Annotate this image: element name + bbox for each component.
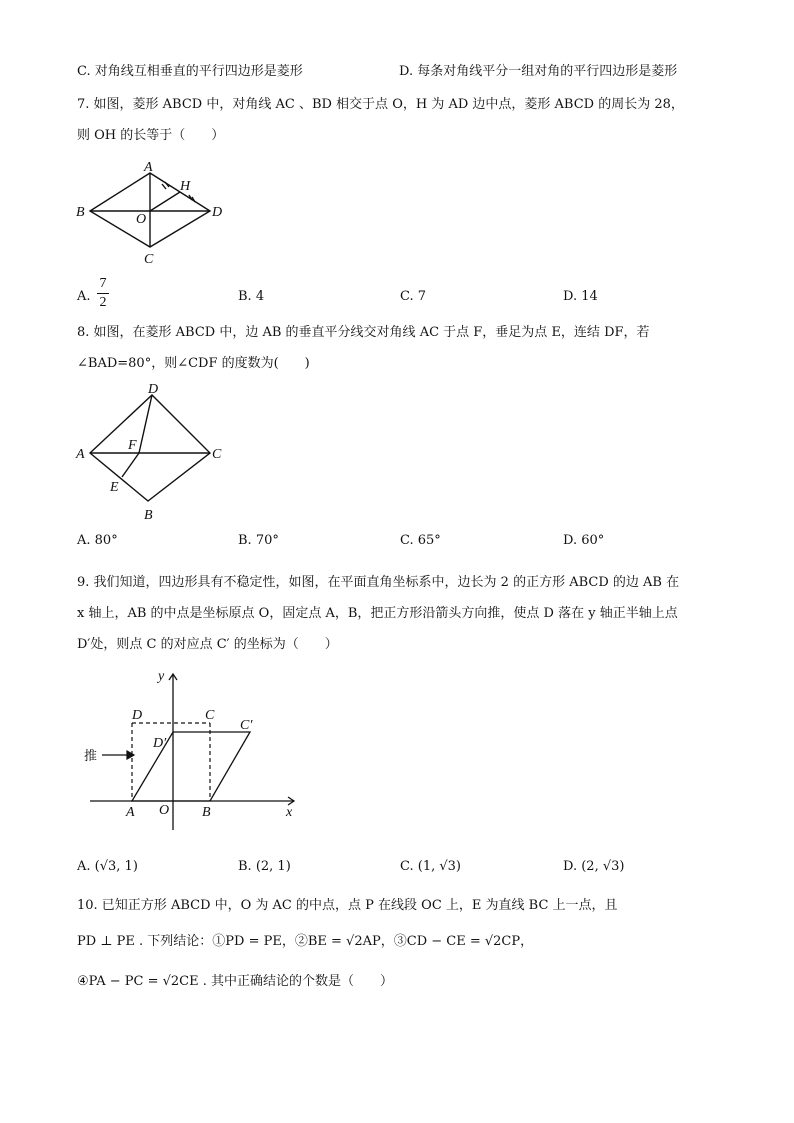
label-d: D: [132, 708, 143, 723]
parallelogram-abc'd': [132, 732, 250, 801]
q8-text-line1: 8. 如图，在菱形 ABCD 中，边 AB 的垂直平分线交对角线 AC 于点 F，垂足为点 E，连结 DF，若: [77, 325, 650, 340]
label-d: D: [212, 205, 223, 220]
q8-text-line2: ∠BAD=80°，则∠CDF 的度数为( ): [77, 356, 310, 371]
label-d-prime: D′: [153, 736, 167, 751]
label-e: E: [110, 480, 119, 495]
label-a: A: [144, 160, 153, 175]
q9-text-line2: x 轴上，AB 的中点是坐标原点 O，固定点 A，B，把正方形沿箭头方向推，使点 D 落在 y 轴正半轴上点: [77, 606, 678, 621]
q9-option-d: D. (2, √3): [563, 859, 625, 874]
label-c: C: [144, 252, 154, 267]
segment-df: [139, 395, 152, 453]
label-b: B: [202, 805, 211, 820]
q9-coordinate-figure: [80, 668, 310, 833]
q7-text-line2: 则 OH 的长等于（ ）: [77, 128, 225, 143]
q7-option-c: C. 7: [400, 289, 427, 304]
label-push: 推: [84, 749, 98, 764]
fraction-denominator: 2: [99, 295, 107, 310]
q10-text-line2: PD ⊥ PE . 下列结论：①PD = PE，②BE = √2AP，③CD − CE = √2CP，: [77, 934, 534, 949]
q8-option-c: C. 65°: [400, 533, 441, 548]
label-c: C: [212, 447, 222, 462]
label-b: B: [76, 205, 85, 220]
q7-option-b: B. 4: [238, 289, 265, 304]
q8-option-b: B. 70°: [238, 533, 279, 548]
q8-rhombus-figure: [72, 383, 242, 523]
label-d: D: [148, 383, 159, 397]
q7-option-a-fraction: [96, 276, 110, 311]
label-o: O: [159, 803, 170, 818]
q9-option-a: A. (√3, 1): [77, 859, 138, 874]
label-o: O: [136, 212, 147, 227]
q10-text-line1: 10. 已知正方形 ABCD 中，O 为 AC 的中点，点 P 在线段 OC 上，E 为直线 BC 上一点，且: [77, 898, 618, 913]
label-x: x: [286, 805, 293, 820]
q10-text-line3: ④PA − PC = √2CE . 其中正确结论的个数是（ ）: [77, 974, 393, 989]
segment-oh: [150, 192, 180, 211]
q9-text-line3: D′处，则点 C 的对应点 C′ 的坐标为（ ）: [77, 637, 338, 652]
label-b: B: [144, 508, 153, 523]
q8-option-d: D. 60°: [563, 533, 605, 548]
label-f: F: [128, 438, 137, 453]
q9-option-c: C. (1, √3): [400, 859, 461, 874]
segment-fe: [122, 453, 139, 477]
q7-rhombus-figure: [72, 155, 232, 270]
q9-text-line1: 9. 我们知道，四边形具有不稳定性，如图，在平面直角坐标系中，边长为 2 的正方形 ABCD 的边 AB 在: [77, 575, 680, 590]
q9-option-b: B. (2, 1): [238, 859, 291, 874]
label-y: y: [158, 669, 165, 684]
q6-option-d: D. 每条对角线平分一组对角的平行四边形是菱形: [399, 64, 678, 79]
q7-option-d: D. 14: [563, 289, 598, 304]
label-c: C: [205, 708, 215, 723]
q7-option-a-prefix: A.: [77, 289, 91, 304]
q7-text-line1: 7. 如图，菱形 ABCD 中，对角线 AC 、BD 相交于点 O，H 为 AD 边中点，菱形 ABCD 的周长为 28，: [77, 97, 684, 112]
label-a: A: [126, 805, 135, 820]
rhombus-abcd: [90, 395, 210, 501]
q6-option-c: C. 对角线互相垂直的平行四边形是菱形: [77, 64, 303, 79]
label-a: A: [76, 447, 85, 462]
label-h: H: [180, 179, 191, 194]
label-c-prime: C′: [240, 718, 253, 733]
fraction-numerator: 7: [99, 276, 107, 291]
q8-option-a: A. 80°: [77, 533, 118, 548]
